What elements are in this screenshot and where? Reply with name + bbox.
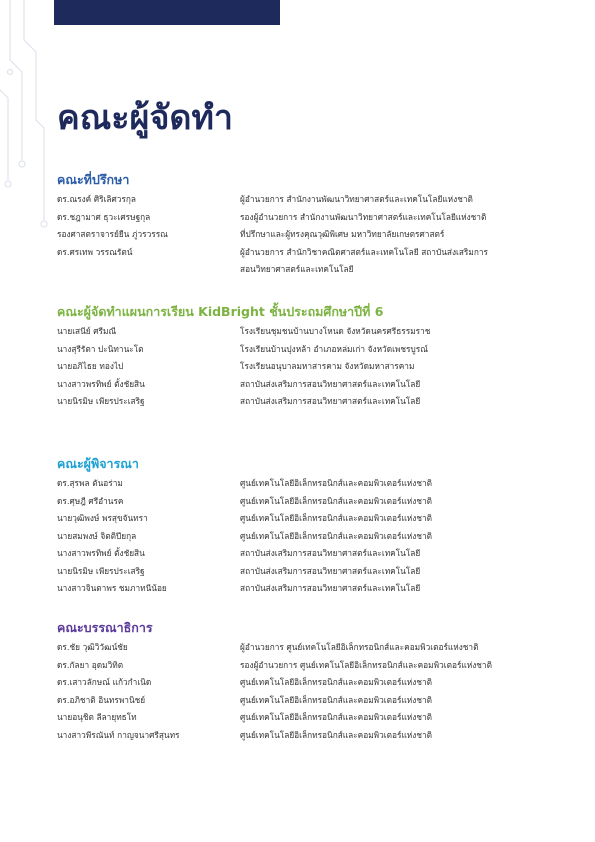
person-role: รองผู้อำนวยการ สำนักงานพัฒนาวิทยาศาสตร์และเทคโนโลยีแห่งชาติ xyxy=(240,211,487,222)
list-item xyxy=(57,692,557,710)
person-role: สถาบันส่งเสริมการสอนวิทยาศาสตร์และเทคโนโลยี xyxy=(240,378,421,389)
person-role: สถาบันส่งเสริมการสอนวิทยาศาสตร์และเทคโนโลยี xyxy=(240,396,421,406)
person-name: ดร.ศุษฎี ศรีอำนรค xyxy=(57,495,124,506)
person-name: ดร.ศรเทพ วรรณรัตน์ xyxy=(57,246,133,257)
list-item xyxy=(57,226,557,244)
list-item xyxy=(57,191,557,209)
person-role: ศูนย์เทคโนโลยีอิเล็กทรอนิกส์และคอมพิวเตอร์แห่งชาติ xyxy=(240,495,433,506)
person-role: ศูนย์เทคโนโลยีอิเล็กทรอนิกส์และคอมพิวเตอร์แห่งชาติ xyxy=(240,694,433,705)
person-name: นายนิรมิษ เพียรประเสริฐ xyxy=(57,565,145,576)
person-name: นายนิรมิษ เพียรประเสริฐ xyxy=(57,396,145,406)
person-name: นางสาวพรทิพย์ ตั้งชัยสิน xyxy=(57,378,145,389)
person-role: ที่ปรึกษาและผู้ทรงคุณวุฒิพิเศษ มหาวิทยาลัยเกษตรศาสตร์ xyxy=(240,229,445,239)
person-role: สถาบันส่งเสริมการสอนวิทยาศาสตร์และเทคโนโลยี xyxy=(240,565,421,576)
list-item xyxy=(57,341,557,359)
person-role: ศูนย์เทคโนโลยีอิเล็กทรอนิกส์และคอมพิวเตอร์แห่งชาติ xyxy=(240,478,433,488)
person-role: ผู้อำนวยการ สำนักวิชาคณิตศาสตร์และเทคโนโลยี สถาบันส่งเสริมการ xyxy=(240,246,488,257)
section-reviewers xyxy=(57,455,557,598)
person-role: สถาบันส่งเสริมการสอนวิทยาศาสตร์และเทคโนโลยี xyxy=(240,548,421,558)
list-item xyxy=(57,657,557,675)
section-title: คณะที่ปรึกษา xyxy=(57,172,130,187)
person-name: นางสาวจินตาพร ชมภาทนีน้อย xyxy=(57,583,167,593)
person-name: รองศาสตราจารย์ยืน ภู่วรวรรณ xyxy=(57,229,168,239)
list-item xyxy=(57,475,557,493)
list-item xyxy=(57,323,557,341)
person-role: โรงเรียนชุมชนบ้านบางโหนด จังหวัดนครศรีธรรมราช xyxy=(240,326,431,336)
list-item xyxy=(57,209,557,227)
person-name: ดร.สุรพล ตันอร่าม xyxy=(57,478,123,488)
page-title: คณะผู้จัดทำ xyxy=(57,98,233,138)
person-role: ผู้อำนวยการ ศูนย์เทคโนโลยีอิเล็กทรอนิกส์และคอมพิวเตอร์แห่งชาติ xyxy=(240,642,479,652)
circuit-decoration xyxy=(0,0,60,230)
list-item xyxy=(57,639,557,657)
list-item xyxy=(57,493,557,511)
person-name: ดร.อภิชาติ อินทรพานิชย์ xyxy=(57,694,146,705)
person-name: นายเสนีย์ ศรีมณี xyxy=(57,326,117,336)
person-role: รองผู้อำนวยการ ศูนย์เทคโนโลยีอิเล็กทรอนิกส์และคอมพิวเตอร์แห่งชาติ xyxy=(240,659,492,670)
person-role: โรงเรียนอนุบาลมหาสารคาม จังหวัดมหาสารคาม xyxy=(240,361,415,371)
person-name: นายวุฒิพงษ์ พรสุขจันทรา xyxy=(57,513,148,523)
list-item xyxy=(57,674,557,692)
list-item xyxy=(57,580,557,598)
person-role: ผู้อำนวยการ สำนักงานพัฒนาวิทยาศาสตร์และเทคโนโลยีแห่งชาติ xyxy=(240,194,473,204)
person-role: โรงเรียนบ้านปุงหล้า อำเภอหล่มเก่า จังหวัดเพชรบูรณ์ xyxy=(240,343,428,354)
person-role: ศูนย์เทคโนโลยีอิเล็กทรอนิกส์และคอมพิวเตอร์แห่งชาติ xyxy=(240,677,433,687)
section-editors xyxy=(57,619,557,744)
list-item xyxy=(57,393,557,411)
list-item xyxy=(57,358,557,376)
list-item xyxy=(57,376,557,394)
person-role: สอนวิทยาศาสตร์และเทคโนโลยี xyxy=(240,264,354,274)
list-item xyxy=(57,727,557,745)
section-authors xyxy=(57,303,557,411)
list-item xyxy=(57,563,557,581)
section-title: คณะบรรณาธิการ xyxy=(57,620,153,635)
person-role: สถาบันส่งเสริมการสอนวิทยาศาสตร์และเทคโนโลยี xyxy=(240,583,421,593)
list-item-continuation xyxy=(57,261,557,279)
list-item xyxy=(57,510,557,528)
list-item xyxy=(57,545,557,563)
section-title: คณะผู้จัดทำแผนการเรียน KidBright ชั้นประถมศึกษาปีที่ 6 xyxy=(57,304,384,319)
header-bar xyxy=(54,0,280,25)
person-name: ดร.กัลยา อุดมวิทิต xyxy=(57,659,124,670)
person-name: ดร.ชฎามาศ ธุวะเศรษฐกุล xyxy=(57,211,151,222)
person-name: ดร.ณรงค์ ศิริเลิศวรกุล xyxy=(57,194,137,204)
list-item xyxy=(57,709,557,727)
person-role: ศูนย์เทคโนโลยีอิเล็กทรอนิกส์และคอมพิวเตอร์แห่งชาติ xyxy=(240,729,433,740)
person-name: นางสาวพรทิพย์ ตั้งชัยสิน xyxy=(57,548,145,558)
person-name: นางสุรีรัตา ปะนิทานะโต xyxy=(57,343,144,354)
person-name: นายอภิไธย ทองไป xyxy=(57,361,124,371)
person-role: ศูนย์เทคโนโลยีอิเล็กทรอนิกส์และคอมพิวเตอร์แห่งชาติ xyxy=(240,513,433,523)
person-role: ศูนย์เทคโนโลยีอิเล็กทรอนิกส์และคอมพิวเตอร์แห่งชาติ xyxy=(240,712,433,722)
section-advisors xyxy=(57,171,557,279)
person-name: นายสมพงษ์ จิตติปียกุล xyxy=(57,530,137,541)
person-name: นางสาวพีรณันท์ กาญจนาศรีสุนทร xyxy=(57,729,180,740)
person-name: ดร.ชัย วุฒิวิวัฒน์ชัย xyxy=(57,642,128,652)
section-title: คณะผู้พิจารณา xyxy=(57,456,139,471)
person-name: ดร.เสาวลักษณ์ แก้วกำเนิด xyxy=(57,677,152,687)
person-role: ศูนย์เทคโนโลยีอิเล็กทรอนิกส์และคอมพิวเตอร์แห่งชาติ xyxy=(240,530,433,541)
person-name: นายอนุชิต ลีลายุทธโท xyxy=(57,712,137,722)
list-item xyxy=(57,244,557,262)
list-item xyxy=(57,528,557,546)
